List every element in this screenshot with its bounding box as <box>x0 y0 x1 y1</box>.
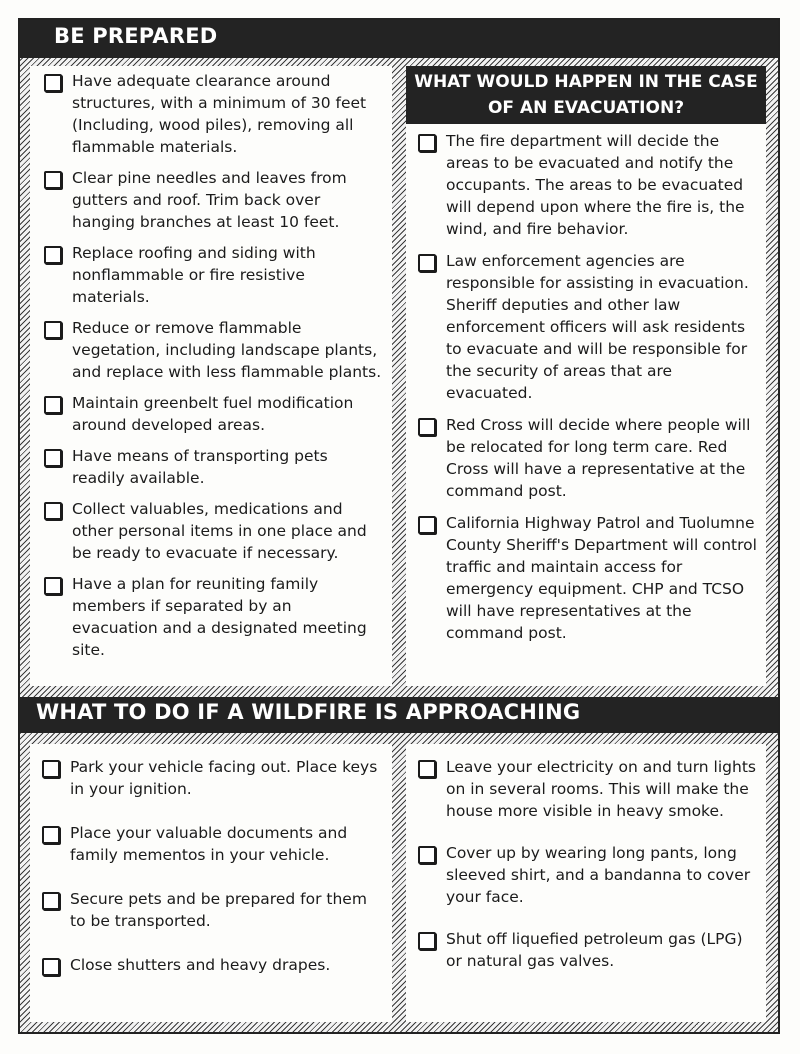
checklist-item-text: The fire department will decide the areas to be evacuated and notify the occupants. The areas to be evacuated will depend upon where the fire is, the wind, and fire behavior. <box>446 132 745 238</box>
checklist-be-prepared <box>42 70 382 670</box>
checklist-item <box>40 888 385 932</box>
checklist-item <box>42 498 382 564</box>
checklist-item-text: Cover up by wearing long pants, long sleeved shirt, and a bandanna to cover your face. <box>446 844 751 906</box>
checklist-item <box>416 130 760 240</box>
checklist-item <box>42 167 382 233</box>
checklist-item <box>416 414 760 502</box>
checklist-item <box>40 822 385 866</box>
checkbox-icon[interactable] <box>42 826 60 844</box>
section-title-evacuation: WHAT WOULD HAPPEN IN THE CASE OF AN EVACUATION? <box>406 66 766 124</box>
checkbox-icon[interactable] <box>418 516 436 534</box>
checklist-item-text: Close shutters and heavy drapes. <box>70 956 331 974</box>
section-title-be-prepared: BE PREPARED <box>54 24 218 48</box>
checklist-evacuation <box>416 130 760 654</box>
checkbox-icon[interactable] <box>418 846 436 864</box>
checklist-item <box>40 756 385 800</box>
checklist-item <box>416 512 760 644</box>
checklist-item-text: Collect valuables, medications and other personal items in one place and be ready to evacuate if necessary. <box>72 500 367 562</box>
checklist-item-text: Maintain greenbelt fuel modification around developed areas. <box>72 394 354 434</box>
checkbox-icon[interactable] <box>418 760 436 778</box>
checklist-item <box>416 928 762 972</box>
checklist-item-text: California Highway Patrol and Tuolumne County Sheriff's Department will control traffic and maintain access for emergency equipment. CHP and TCSO will have representatives at the command post. <box>446 514 757 642</box>
checkbox-icon[interactable] <box>418 134 436 152</box>
checklist-item-text: Leave your electricity on and turn lights on in several rooms. This will make the house more visible in heavy smoke. <box>446 758 756 820</box>
checklist-wildfire-right <box>416 756 762 992</box>
checkbox-icon[interactable] <box>42 760 60 778</box>
checklist-item-text: Have a plan for reuniting family members if separated by an evacuation and a designated meeting site. <box>72 575 367 659</box>
checklist-item-text: Shut off liquefied petroleum gas (LPG) or natural gas valves. <box>446 930 743 970</box>
checkbox-icon[interactable] <box>44 171 62 189</box>
checklist-item <box>416 250 760 404</box>
checkbox-icon[interactable] <box>44 577 62 595</box>
checkbox-icon[interactable] <box>44 396 62 414</box>
checklist-item <box>42 70 382 158</box>
section-banner-be-prepared <box>20 20 778 58</box>
checklist-item-text: Law enforcement agencies are responsible for assisting in evacuation. Sheriff deputies and other law enforcement officers will ask residents to evacuate and will be responsible for the security of areas that are evacuated. <box>446 252 749 402</box>
section-title-wildfire: WHAT TO DO IF A WILDFIRE IS APPROACHING <box>36 700 581 724</box>
checkbox-icon[interactable] <box>418 418 436 436</box>
checklist-item <box>42 445 382 489</box>
checklist-item <box>42 573 382 661</box>
checkbox-icon[interactable] <box>44 321 62 339</box>
checklist-item-text: Reduce or remove flammable vegetation, including landscape plants, and replace with less flammable plants. <box>72 319 382 381</box>
checklist-item-text: Secure pets and be prepared for them to be transported. <box>70 890 367 930</box>
checkbox-icon[interactable] <box>418 254 436 272</box>
checklist-wildfire-left <box>40 756 385 998</box>
checkbox-icon[interactable] <box>44 502 62 520</box>
checklist-item <box>416 756 762 822</box>
checkbox-icon[interactable] <box>42 892 60 910</box>
checklist-item-text: Replace roofing and siding with nonflammable or fire resistive materials. <box>72 244 316 306</box>
checklist-item <box>42 242 382 308</box>
checklist-item-text: Park your vehicle facing out. Place keys in your ignition. <box>70 758 378 798</box>
checklist-item-text: Have adequate clearance around structures, with a minimum of 30 feet (Including, wood piles), removing all flammable materials. <box>72 72 367 156</box>
checklist-item <box>42 317 382 383</box>
checklist-item-text: Place your valuable documents and family mementos in your vehicle. <box>70 824 348 864</box>
checkbox-icon[interactable] <box>44 246 62 264</box>
checklist-item <box>416 842 762 908</box>
checklist-item-text: Clear pine needles and leaves from gutters and roof. Trim back over hanging branches at least 10 feet. <box>72 169 347 231</box>
checkbox-icon[interactable] <box>44 74 62 92</box>
checkbox-icon[interactable] <box>44 449 62 467</box>
checkbox-icon[interactable] <box>418 932 436 950</box>
checklist-item-text: Red Cross will decide where people will be relocated for long term care. Red Cross will have a representative at the command post. <box>446 416 751 500</box>
section-banner-wildfire <box>20 697 778 733</box>
checkbox-icon[interactable] <box>42 958 60 976</box>
checklist-item <box>40 954 385 976</box>
checklist-item-text: Have means of transporting pets readily available. <box>72 447 328 487</box>
checklist-item <box>42 392 382 436</box>
